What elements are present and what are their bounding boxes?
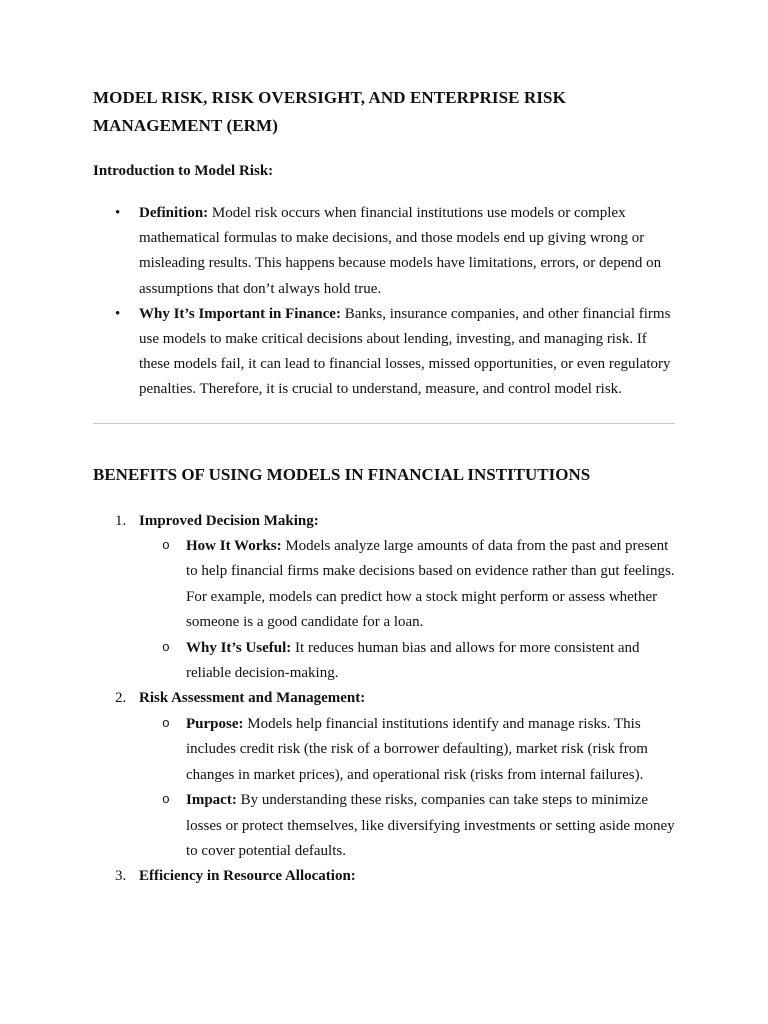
circle-bullet-icon: o (162, 538, 170, 554)
sub-text: Models help financial institutions identify and manage risks. This includes credit risk (the risk of a borrower defaulting), market risk (risk from changes in market prices), and operational risk (risks from internal failures). (186, 715, 648, 783)
sub-term: How It Works: (186, 538, 282, 555)
circle-bullet-icon: o (162, 715, 170, 731)
circle-bullet-icon: o (162, 792, 170, 808)
benefit-title: Risk Assessment and Management: (139, 690, 366, 707)
bullet-icon: • (115, 205, 121, 221)
section-divider (93, 423, 675, 424)
list-item (93, 302, 676, 403)
benefits-list (93, 509, 676, 890)
sub-term: Why It’s Useful: (186, 639, 292, 656)
list-item (93, 686, 676, 864)
list-number: 3. (115, 868, 127, 885)
list-number: 1. (115, 512, 127, 529)
bullet-text: Banks, insurance companies, and other financial firms use models to make critical decisions about lending, investing, and managing risk. If these models fail, it can lead to financial losses, missed opportunities, or even regulatory penalties. Therefore, it is crucial to understand, measure, and control model risk. (139, 305, 671, 398)
circle-bullet-icon: o (162, 639, 170, 655)
sub-text: Models analyze large amounts of data from the past and present to help financial firms make decisions based on evidence rather than gut feelings. For example, models can predict how a stock might perform or assess whether someone is a good candidate for a loan. (186, 538, 675, 631)
list-number: 2. (115, 690, 127, 707)
list-item (93, 864, 676, 889)
list-item (93, 509, 676, 687)
sub-term: Impact: (186, 792, 237, 809)
bullet-term: Definition: (139, 205, 209, 221)
list-item (93, 201, 676, 302)
benefit-title: Improved Decision Making: (139, 512, 319, 529)
document-page (93, 84, 676, 890)
benefits-section (93, 461, 676, 890)
intro-heading: Introduction to Model Risk: (93, 163, 274, 179)
bullet-text: Model risk occurs when financial institutions use models or complex mathematical formulas to make decisions, and those models end up giving wrong or misleading results. This happens because models have limitations, errors, or depend on assumptions that don’t always hold true. (139, 205, 662, 297)
document-title: MODEL RISK, RISK OVERSIGHT, AND ENTERPRISE RISK MANAGEMENT (ERM) (93, 88, 566, 135)
bullet-term: Why It’s Important in Finance: (139, 305, 341, 322)
intro-bullet-list (93, 201, 676, 403)
sub-list (139, 712, 676, 864)
sub-list-item (139, 636, 676, 687)
sub-text: It reduces human bias and allows for more consistent and reliable decision-making. (186, 639, 640, 682)
sub-list-item (139, 788, 676, 864)
benefits-heading: BENEFITS OF USING MODELS IN FINANCIAL INSTITUTIONS (93, 464, 591, 484)
sub-list-item (139, 712, 676, 788)
sub-term: Purpose: (186, 715, 244, 732)
benefit-title: Efficiency in Resource Allocation: (139, 868, 356, 885)
sub-text: By understanding these risks, companies can take steps to minimize losses or protect themselves, like diversifying investments or setting aside money to cover potential defaults. (186, 792, 675, 859)
sub-list-item (139, 534, 676, 636)
bullet-icon: • (115, 305, 121, 322)
sub-list (139, 534, 676, 686)
